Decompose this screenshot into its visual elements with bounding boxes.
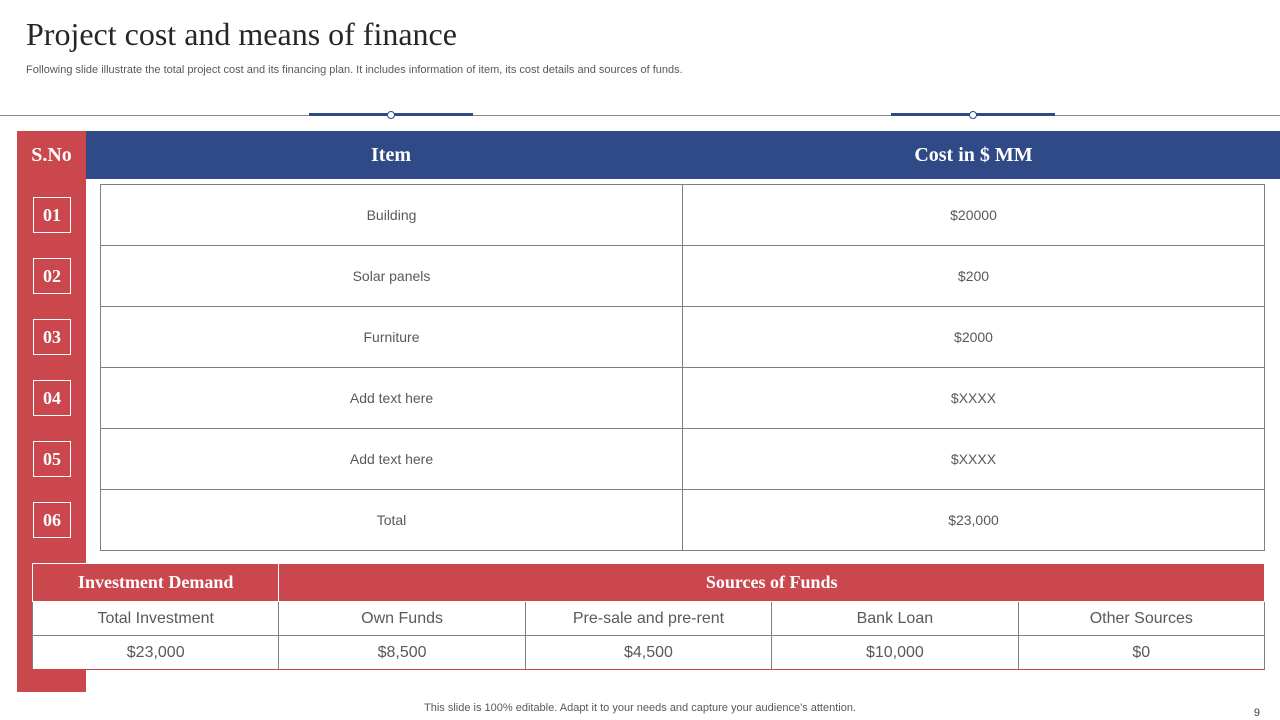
- funds-column-label: Own Funds: [279, 602, 525, 636]
- serial-number-badge: 04: [33, 380, 71, 416]
- funds-table: [32, 563, 1265, 670]
- funds-column-label: Total Investment: [33, 602, 279, 636]
- funds-value: $23,000: [33, 636, 279, 670]
- accent-dot-right: [969, 111, 977, 119]
- item-cell: Solar panels: [101, 246, 683, 307]
- serial-number-badge: 01: [33, 197, 71, 233]
- table-row: [101, 429, 1265, 490]
- table-row: [101, 368, 1265, 429]
- cost-cell: $200: [683, 246, 1265, 307]
- item-cell: Furniture: [101, 307, 683, 368]
- funds-column-label: Pre-sale and pre-rent: [525, 602, 771, 636]
- sources-of-funds-header: Sources of Funds: [279, 564, 1265, 602]
- accent-dot-left: [387, 111, 395, 119]
- table-row: [101, 185, 1265, 246]
- table-row: [33, 636, 1265, 670]
- funds-header-row: [33, 564, 1265, 602]
- header-cost: Cost in $ MM: [914, 144, 1033, 166]
- cost-cell: $XXXX: [683, 368, 1265, 429]
- header-sno: S.No: [31, 144, 72, 166]
- table-row: [101, 246, 1265, 307]
- funds-value: $8,500: [279, 636, 525, 670]
- item-cell: Add text here: [101, 368, 683, 429]
- investment-demand-header: Investment Demand: [33, 564, 279, 602]
- divider-line: [0, 115, 1280, 116]
- cost-cell: $20000: [683, 185, 1265, 246]
- cost-cell: $2000: [683, 307, 1265, 368]
- funds-value: $10,000: [772, 636, 1018, 670]
- funds-value: $0: [1018, 636, 1264, 670]
- footer-note: This slide is 100% editable. Adapt it to your needs and capture your audience's attention.: [424, 702, 856, 714]
- page-subtitle: Following slide illustrate the total project cost and its financing plan. It includes information of item, its cost details and sources of funds.: [26, 64, 683, 76]
- item-cell: Add text here: [101, 429, 683, 490]
- serial-number-badge: 03: [33, 319, 71, 355]
- serial-number-badge: 05: [33, 441, 71, 477]
- header-item: Item: [371, 144, 411, 166]
- cost-table: [100, 184, 1265, 551]
- table-row: [33, 602, 1265, 636]
- serial-number-badge: 06: [33, 502, 71, 538]
- funds-column-label: Other Sources: [1018, 602, 1264, 636]
- cost-cell: $XXXX: [683, 429, 1265, 490]
- funds-value: $4,500: [525, 636, 771, 670]
- funds-column-label: Bank Loan: [772, 602, 1018, 636]
- page-title: Project cost and means of finance: [26, 16, 457, 52]
- table-row: [101, 490, 1265, 551]
- cost-cell: $23,000: [683, 490, 1265, 551]
- serial-number-badge: 02: [33, 258, 71, 294]
- item-cell: Total: [101, 490, 683, 551]
- item-cell: Building: [101, 185, 683, 246]
- page-number: 9: [1253, 707, 1260, 719]
- table-row: [101, 307, 1265, 368]
